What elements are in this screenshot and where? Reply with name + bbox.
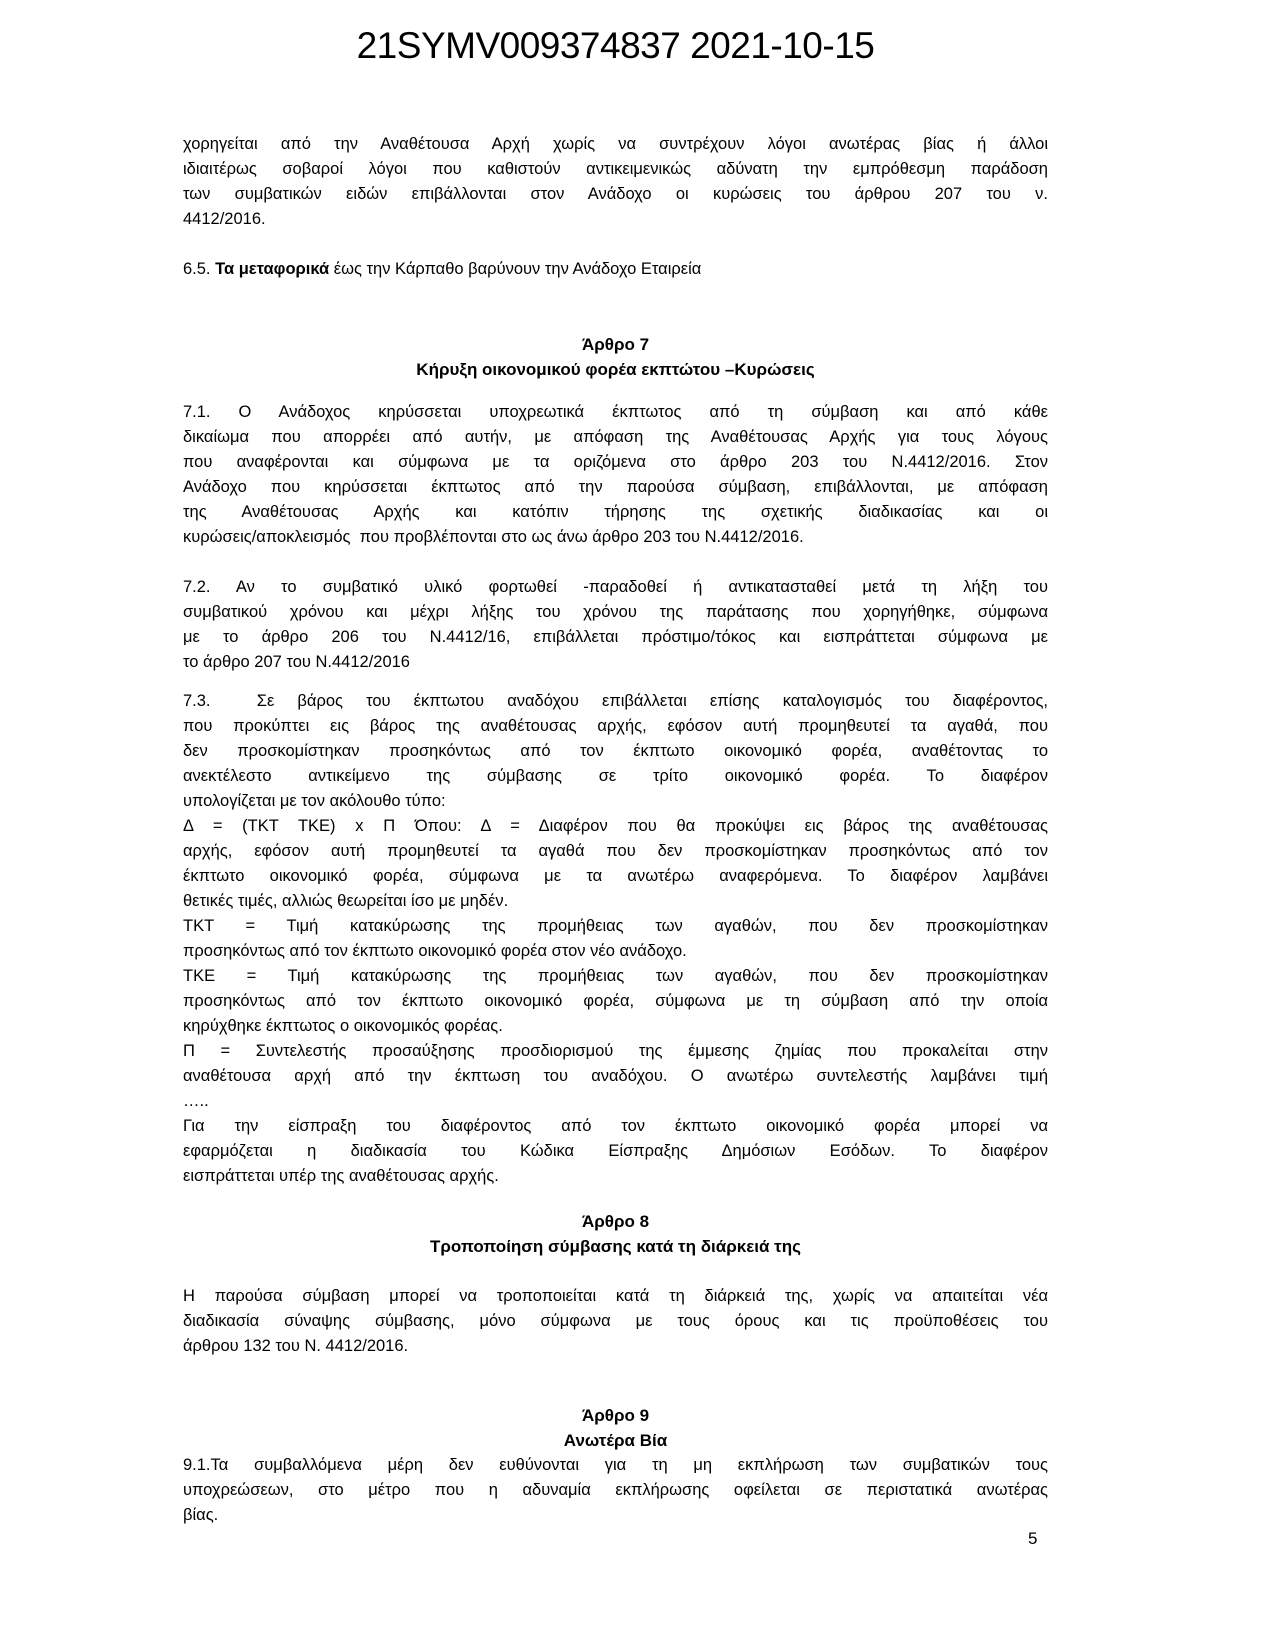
text-line: αρχής, εφόσον αυτή προμηθευτεί τα αγαθά που δεν προσκομίστηκαν προσηκόντως από τον [183,842,1048,860]
section-6-5-text: έως την Κάρπαθο βαρύνουν την Ανάδοχο Εταιρεία [329,260,702,278]
text-line: χορηγείται από την Αναθέτουσα Αρχή χωρίς να συντρέχουν λόγοι ανωτέρας βίας ή άλλοι [183,135,1048,153]
text-line: προσηκόντως από τον έκπτωτο οικονομικό φορέα, σύμφωνα με τη σύμβαση από την οποία [183,992,1048,1010]
text-line: με το άρθρο 206 του Ν.4412/16, επιβάλλεται πρόστιμο/τόκος και εισπράττεται σύμφωνα με [183,628,1048,646]
document-content-column [183,0,1048,1528]
paragraph-7-1 [183,400,1048,550]
text-line: που αναφέρονται και σύμφωνα με τα οριζόμενα στο άρθρο 203 του Ν.4412/2016. Στον [183,453,1048,471]
text-line: κυρώσεις/αποκλεισμός που προβλέπονται στο ως άνω άρθρο 203 του Ν.4412/2016. [183,528,804,546]
article-9-heading [183,1403,1048,1453]
article-8-title: Άρθρο 8 [581,1212,650,1231]
section-6-5-number: 6.5. [183,260,216,278]
text-line: το άρθρο 207 του Ν.4412/2016 [183,653,410,671]
article-9-subtitle: Ανωτέρα Βία [563,1431,668,1450]
article-7-subtitle: Κήρυξη οικονομικού φορέα εκπτώτου –Κυρώσεις [416,360,815,379]
article-9-title: Άρθρο 9 [581,1406,650,1425]
paragraph-7-3 [183,689,1048,1189]
text-line: ιδιαιτέρως σοβαροί λόγοι που καθιστούν αντικειμενικώς αδύνατη την εμπρόθεσμη παράδοση [183,160,1048,178]
definition-p-line: Π = Συντελεστής προσαύξησης προσδιορισμού της έμμεσης ζημίας που προκαλείται στην [183,1042,1048,1060]
text-line: άρθρου 132 του Ν. 4412/2016. [183,1337,409,1355]
article-7-heading [183,332,1048,382]
paragraph-intro [183,132,1048,232]
text-line: κηρύχθηκε έκπτωτος ο οικονομικός φορέας. [183,1017,503,1035]
text-line: Η παρούσα σύμβαση μπορεί να τροποποιείται κατά τη διάρκειά της, χωρίς να απαιτείται νέα [183,1287,1048,1305]
text-line: αναθέτουσα αρχή από την έκπτωση του αναδόχου. Ο ανωτέρω συντελεστής λαμβάνει τιμή [183,1067,1048,1085]
text-line: προσηκόντως από τον έκπτωτο οικονομικό φορέα στον νέο ανάδοχο. [183,942,687,960]
document-header-code: 21SYMV009374837 2021-10-15 [356,25,875,66]
text-line: Ανάδοχο που κηρύσσεται έκπτωτος από την παρούσα σύμβαση, επιβάλλονται, με απόφαση [183,478,1048,496]
text-line: που προκύπτει εις βάρος της αναθέτουσας αρχής, εφόσον αυτή προμηθευτεί τα αγαθά, που [183,717,1048,735]
text-line: συμβατικού χρόνου και μέχρι λήξης του χρόνου της παράτασης που χορηγήθηκε, σύμφωνα [183,603,1048,621]
page-number: 5 [1028,1529,1038,1548]
text-line: 9.1.Τα συμβαλλόμενα μέρη δεν ευθύνονται για τη μη εκπλήρωση των συμβατικών τους [183,1456,1048,1474]
text-line: 7.2. Αν το συμβατικό υλικό φορτωθεί -παραδοθεί ή αντικατασταθεί μετά τη λήξη του [183,578,1048,596]
paragraph-article-8 [183,1284,1048,1359]
article-7-title: Άρθρο 7 [581,335,650,354]
definition-tke-line: ΤΚΕ = Τιμή κατακύρωσης της προμήθειας των αγαθών, που δεν προσκομίστηκαν [183,967,1048,985]
text-line: 7.1. Ο Ανάδοχος κηρύσσεται υποχρεωτικά έκπτωτος από τη σύμβαση και από κάθε [183,403,1048,421]
article-8-heading [183,1209,1048,1259]
text-line: 7.3. Σε βάρος του έκπτωτου αναδόχου επιβάλλεται επίσης καταλογισμός του διαφέροντος, [183,692,1048,710]
text-line: υπολογίζεται με τον ακόλουθο τύπο: [183,792,446,810]
text-line: διαδικασία σύναψης σύμβασης, μόνο σύμφωνα με τους όρους και τις προϋποθέσεις του [183,1312,1048,1330]
text-line: εφαρμόζεται η διαδικασία του Κώδικα Είσπραξης Δημόσιων Εσόδων. Το διαφέρον [183,1142,1048,1160]
text-line: των συμβατικών ειδών επιβάλλονται στον Ανάδοχο οι κυρώσεις του άρθρου 207 του ν. [183,185,1048,203]
formula-line: Δ = (ΤΚΤ ΤΚΕ) x Π Όπου: Δ = Διαφέρον που θα προκύψει εις βάρος της αναθέτουσας [183,817,1048,835]
text-line: της Αναθέτουσας Αρχής και κατόπιν τήρησης της σχετικής διαδικασίας και οι [183,503,1048,521]
text-line: εισπράττεται υπέρ της αναθέτουσας αρχής. [183,1167,499,1185]
text-line: έκπτωτο οικονομικό φορέα, σύμφωνα με τα ανωτέρω αναφερόμενα. Το διαφέρον λαμβάνει [183,867,1048,885]
text-line: Για την είσπραξη του διαφέροντος από τον έκπτωτο οικονομικό φορέα μπορεί να [183,1117,1048,1135]
text-line: βίας. [183,1506,219,1524]
paragraph-9-1 [183,1453,1048,1528]
section-6-5-bold-label: Τα μεταφορικά [215,260,330,278]
text-line: δικαίωμα που απορρέει από αυτήν, με απόφαση της Αναθέτουσας Αρχής για τους λόγους [183,428,1048,446]
ellipsis-line: ….. [183,1092,209,1110]
definition-tkt-line: ΤΚΤ = Τιμή κατακύρωσης της προμήθειας των αγαθών, που δεν προσκομίστηκαν [183,917,1048,935]
text-line: θετικές τιμές, αλλιώς θεωρείται ίσο με μηδέν. [183,892,509,910]
section-6-5 [183,257,1048,282]
text-line: 4412/2016. [183,210,266,228]
text-line: υποχρεώσεων, στο μέτρο που η αδυναμία εκπλήρωσης οφείλεται σε περιστατικά ανωτέρας [183,1481,1048,1499]
paragraph-7-2 [183,575,1048,675]
text-line: δεν προσκομίστηκαν προσηκόντως από τον έκπτωτο οικονομικό φορέα, αναθέτοντας το [183,742,1048,760]
article-8-subtitle: Τροποποίηση σύμβασης κατά τη διάρκειά της [430,1237,801,1256]
text-line: ανεκτέλεστο αντικείμενο της σύμβασης σε τρίτο οικονομικό φορέα. Το διαφέρον [183,767,1048,785]
